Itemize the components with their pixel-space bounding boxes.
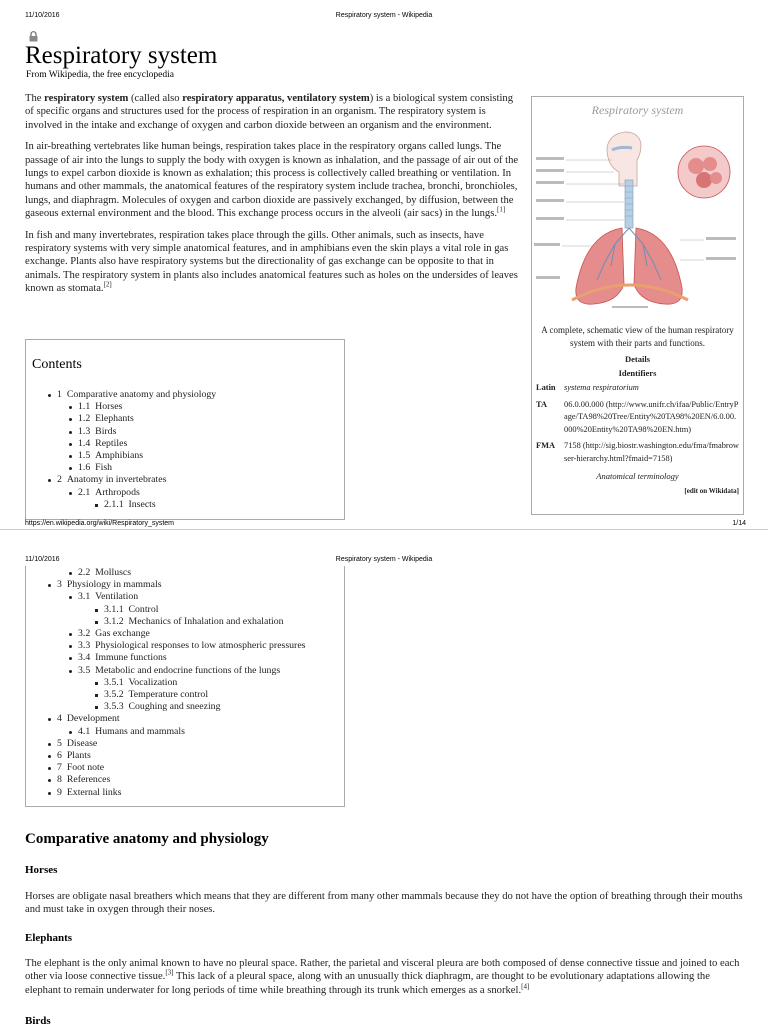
toc-item-label [78,567,131,578]
toc-item-number: 3.1 [78,591,91,603]
bullet-icon [48,718,51,721]
infobox-fma-row [532,440,743,465]
toc-item-label [104,616,284,627]
intro-paragraph-3 [25,229,520,296]
toc-item-number: 1.3 [78,425,91,437]
bullet-icon [95,682,98,685]
toc-item-number: 1.6 [78,462,91,474]
toc-item-number: 1.5 [78,450,91,462]
infobox-ta-row [532,399,743,437]
toc-item-label [57,787,122,798]
bullet-icon [69,633,72,636]
infobox-details-header: Details [624,354,651,364]
p3-text: In fish and many invertebrates, respiration takes place through the gills. Other animals, such as insects, have respiratory systems with very simple anatomical features, and in amphibians even the skin plays a vital role in gas exchange. Plants also have respiratory systems but the directionality of gas exchange can be opposite to that in animals. The respiratory system in plants also includes anatomical features such as holes on the undersides of leaves known as stomata. [25,229,518,295]
p1-text-c: ) is a biological system consisting of specific organs and structures used for the process of respiration in an organism. The respiratory system is involved in the intake and exchange of oxygen and carbon dioxide between an organism and the environment. [25,93,514,131]
ref-4-link[interactable]: [4] [521,982,530,991]
toc-item-label [104,604,158,615]
toc-item-number: 9 [57,786,62,798]
toc-item-label [78,652,167,663]
p1-text-a: The [25,93,45,104]
intro [25,92,520,304]
bullet-icon [48,792,51,795]
toc-item-label [78,401,122,412]
p1-text-b: (called also [128,93,183,104]
toc-item-number: 3.5 [78,664,91,676]
toc-item-label [78,628,150,639]
toc-item-number: 2.2 [78,567,91,578]
bullet-icon [69,596,72,599]
toc-item-number: 6 [57,750,62,762]
toc-list-page1 [26,389,344,511]
bullet-icon [95,609,98,612]
p2-text: In air-breathing vertebrates like human beings, respiration takes place in the respiratory organs called lungs. The passage of air into the lungs to supply the body with oxygen is known as inhalation, and the passage of air out of the lungs to expel carbon dioxide is known as exhalation; this process is collectively called breathing or ventilation. In humans and other mammals, the anatomical features of the respiratory system include trachea, bronchi, bronchioles, lungs, and diaphragm. Molecules of oxygen and carbon dioxide are passively exchanged, by diffusion, between the gaseous external environment and the blood. This exchange process occurs in the alveoli (air sacs) in the lungs. [25,141,519,220]
latin-label: Latin [536,383,556,392]
print-page-title-page2: Respiratory system - Wikipedia [335,556,433,563]
bullet-icon [48,767,51,770]
toc-item-text: References [66,774,111,786]
toc-item-label [78,726,185,737]
toc-item[interactable] [26,738,344,750]
toc-item[interactable] [26,426,344,438]
toc-item-text: Fish [95,462,113,474]
bullet-icon [69,467,72,470]
toc-item-text: Immune functions [95,652,167,664]
toc-item-number: 7 [57,762,62,774]
toc-item-label [104,689,208,700]
bullet-icon [48,743,51,746]
toc-item-text: Humans and mammals [95,725,185,737]
toc-item-label [78,591,138,602]
respiratory-diagram-image[interactable] [532,120,743,310]
toc-item-label [57,738,97,749]
bullet-icon [69,406,72,409]
bullet-icon [69,657,72,660]
toc-item-text: Development [66,713,120,725]
toc-item-text: Vocalization [128,676,178,688]
toc-item-text: Plants [66,750,91,762]
toc-item-number: 3.5.1 [104,676,124,688]
toc-item-number: 2 [57,474,62,486]
toc-item[interactable] [26,450,344,462]
ta-label: TA [536,399,548,409]
bullet-icon [69,431,72,434]
toc-item-text: Metabolic and endocrine functions of the lungs [95,664,281,676]
toc-item-text: Molluscs [95,567,132,578]
toc-item-text: Arthropods [95,486,140,498]
toc-item[interactable] [26,689,344,701]
print-date-page2: 11/10/2016 [25,556,60,563]
intro-paragraph-1 [25,92,520,132]
section-comparative-anatomy-heading: Comparative anatomy and physiology [25,831,269,847]
toc-item-text: Coughing and sneezing [128,701,221,713]
toc-item-number: 4.1 [78,725,91,737]
infobox-title: Respiratory system [591,103,684,117]
bullet-icon [95,621,98,624]
toc-item-label [78,450,143,461]
toc-item-label [78,640,305,651]
toc-item-label [104,499,156,510]
toc-item[interactable] [26,567,344,579]
print-footer-url: https://en.wikipedia.org/wiki/Respiratory_system [25,520,175,527]
toc-item-number: 3.5.3 [104,701,124,713]
toc-item-text: Control [128,603,159,615]
toc-title: Contents [32,357,82,372]
toc-item-number: 3.3 [78,640,91,652]
toc-item[interactable] [26,713,344,725]
intro-paragraph-2 [25,140,520,220]
bullet-icon [69,418,72,421]
toc-item-number: 3.2 [78,628,91,640]
toc-item-label [57,774,110,785]
toc-item-text: Physiology in mammals [66,579,162,591]
toc-item[interactable] [26,774,344,786]
edit-wikidata-link[interactable]: [edit on Wikidata] [684,487,739,495]
toc-list-page2 [26,567,344,799]
elephants-text-a: The elephant is the only animal known to have no pleural space. Rather, the parietal and visceral pleura are both composed of dense connective tissue and joined to each other via loose connective tissue. [25,958,740,983]
toc-item-label [57,474,166,485]
print-date: 11/10/2016 [25,12,60,19]
toc-item-text: Disease [66,737,98,749]
elephants-paragraph [25,957,745,997]
bullet-icon [69,572,72,575]
bullet-icon [95,694,98,697]
bullet-icon [69,455,72,458]
toc-item-number: 8 [57,774,62,786]
toc-item-number: 4 [57,713,62,725]
bullet-icon [69,645,72,648]
toc-item-text: Anatomy in invertebrates [66,474,167,486]
toc-item-number: 2.1 [78,486,91,498]
toc-item-number: 1.2 [78,413,91,425]
birds-heading: Birds [25,1015,51,1027]
fma-link[interactable]: 7158 (http://sig.biostr.washington.edu/fma/fmabrowser-hierarchy.html?fmaid=7158) [564,441,739,463]
bullet-icon [95,504,98,507]
toc-item-number: 3.1.1 [104,603,124,615]
p1-bold-term: respiratory system [44,93,129,104]
toc-item[interactable] [26,762,344,774]
toc-item[interactable] [26,628,344,640]
toc-item[interactable] [26,652,344,664]
toc-item-label [57,750,91,761]
infobox [531,96,744,515]
toc-item-label [57,762,104,773]
toc-item-label [57,713,120,724]
ta-link[interactable]: 06.0.00.000 (http://www.unifr.ch/ifaa/Public/EntryPage/TA98%20Tree/Entity%20TA98%20EN/6.0.00.000%20Entity%20TA98%20EN.htm) [564,399,739,434]
toc-item-label [104,701,220,712]
toc-item-number: 1 [57,389,62,400]
toc-item[interactable] [26,591,344,603]
toc-item[interactable] [26,677,344,689]
table-of-contents [25,339,345,520]
bullet-icon [48,584,51,587]
article-subtitle: From Wikipedia, the free encyclopedia [26,70,174,80]
toc-item-number: 2.1.1 [104,498,124,510]
p1-bold-aliases: respiratory apparatus, ventilatory system [182,93,370,104]
toc-item-text: Amphibians [95,450,144,462]
toc-item-label [78,426,116,437]
toc-item[interactable] [26,665,344,677]
bullet-icon [48,779,51,782]
toc-item[interactable] [26,640,344,652]
horses-paragraph: Horses are obligate nasal breathers which means that they are different from many other mammals because they do not have the option of breathing through their mouths and must take in oxygen through their noses. [25,891,743,916]
toc-item-label [57,389,216,400]
infobox-identifiers-header: Identifiers [618,368,657,378]
toc-item-text: Reptiles [95,437,128,449]
toc-item[interactable] [26,616,344,628]
toc-item[interactable] [26,499,344,511]
toc-item-number: 1.4 [78,437,91,449]
toc-item-text: Temperature control [128,689,209,701]
toc-item[interactable] [26,787,344,799]
toc-item-number: 1.1 [78,401,91,413]
horses-heading: Horses [25,864,58,876]
toc-item-text: Mechanics of Inhalation and exhalation [128,615,284,627]
lock-icon [29,29,38,40]
toc-item-text: Horses [95,401,123,413]
toc-item-text: Comparative anatomy and physiology [66,389,217,400]
bullet-icon [48,479,51,482]
toc-item-text: Foot note [66,762,105,774]
toc-item-number: 3.5.2 [104,689,124,701]
toc-item-label [78,462,112,473]
elephants-heading: Elephants [25,932,73,944]
toc-item[interactable] [26,474,344,486]
toc-item[interactable] [26,487,344,499]
toc-item-label [104,677,177,688]
table-of-contents-continued [25,566,345,807]
toc-item[interactable] [26,389,344,401]
bullet-icon [69,443,72,446]
toc-item-text: External links [66,786,122,798]
infobox-caption: A complete, schematic view of the human respiratory system with their parts and functions. [541,325,734,348]
toc-item-label [78,413,134,424]
toc-item[interactable] [26,462,344,474]
toc-item[interactable] [26,438,344,450]
ref-3-link[interactable]: [3] [165,968,174,977]
print-page-title: Respiratory system - Wikipedia [335,12,433,19]
latin-value: systema respiratorium [564,383,639,392]
bullet-icon [95,706,98,709]
toc-item-number: 3.1.2 [104,615,124,627]
toc-item[interactable] [26,401,344,413]
ref-1-link[interactable]: [1] [496,205,506,214]
toc-item-text: Elephants [95,413,134,425]
toc-item[interactable] [26,701,344,713]
bullet-icon [69,492,72,495]
ref-2-link[interactable]: [2] [103,280,112,289]
toc-item-number: 3 [57,579,62,591]
toc-item-text: Physiological responses to low atmospheric pressures [95,640,306,652]
bullet-icon [48,394,51,397]
toc-item-text: Insects [128,498,156,510]
elephants-text-b: This lack of a pleural space, along with an unusually thick diaphragm, are thought to be evolutionary adaptations allowing the elephant to remain underwater for long periods of time while breathing through its trunk which emerges as a snorkel. [25,971,710,996]
bullet-icon [48,755,51,758]
bullet-icon [69,670,72,673]
infobox-latin-row [532,382,743,395]
toc-item-label [78,438,127,449]
toc-item-label [78,665,280,676]
toc-item[interactable] [26,604,344,616]
toc-item-number: 3.4 [78,652,91,664]
toc-item-text: Ventilation [95,591,139,603]
toc-item-text: Gas exchange [95,628,150,640]
anatomical-terminology-link[interactable]: Anatomical terminology [596,471,679,481]
toc-item[interactable] [26,750,344,762]
toc-item-label [57,579,162,590]
print-footer-page: 1/14 [732,520,746,527]
toc-item-text: Birds [95,425,117,437]
toc-item[interactable] [26,726,344,738]
page-break [0,529,768,550]
bullet-icon [69,731,72,734]
fma-label: FMA [536,441,556,450]
toc-item-label [78,487,140,498]
toc-item[interactable] [26,579,344,591]
toc-item-number: 5 [57,737,62,749]
article-title: Respiratory system [25,42,218,69]
toc-item[interactable] [26,413,344,425]
